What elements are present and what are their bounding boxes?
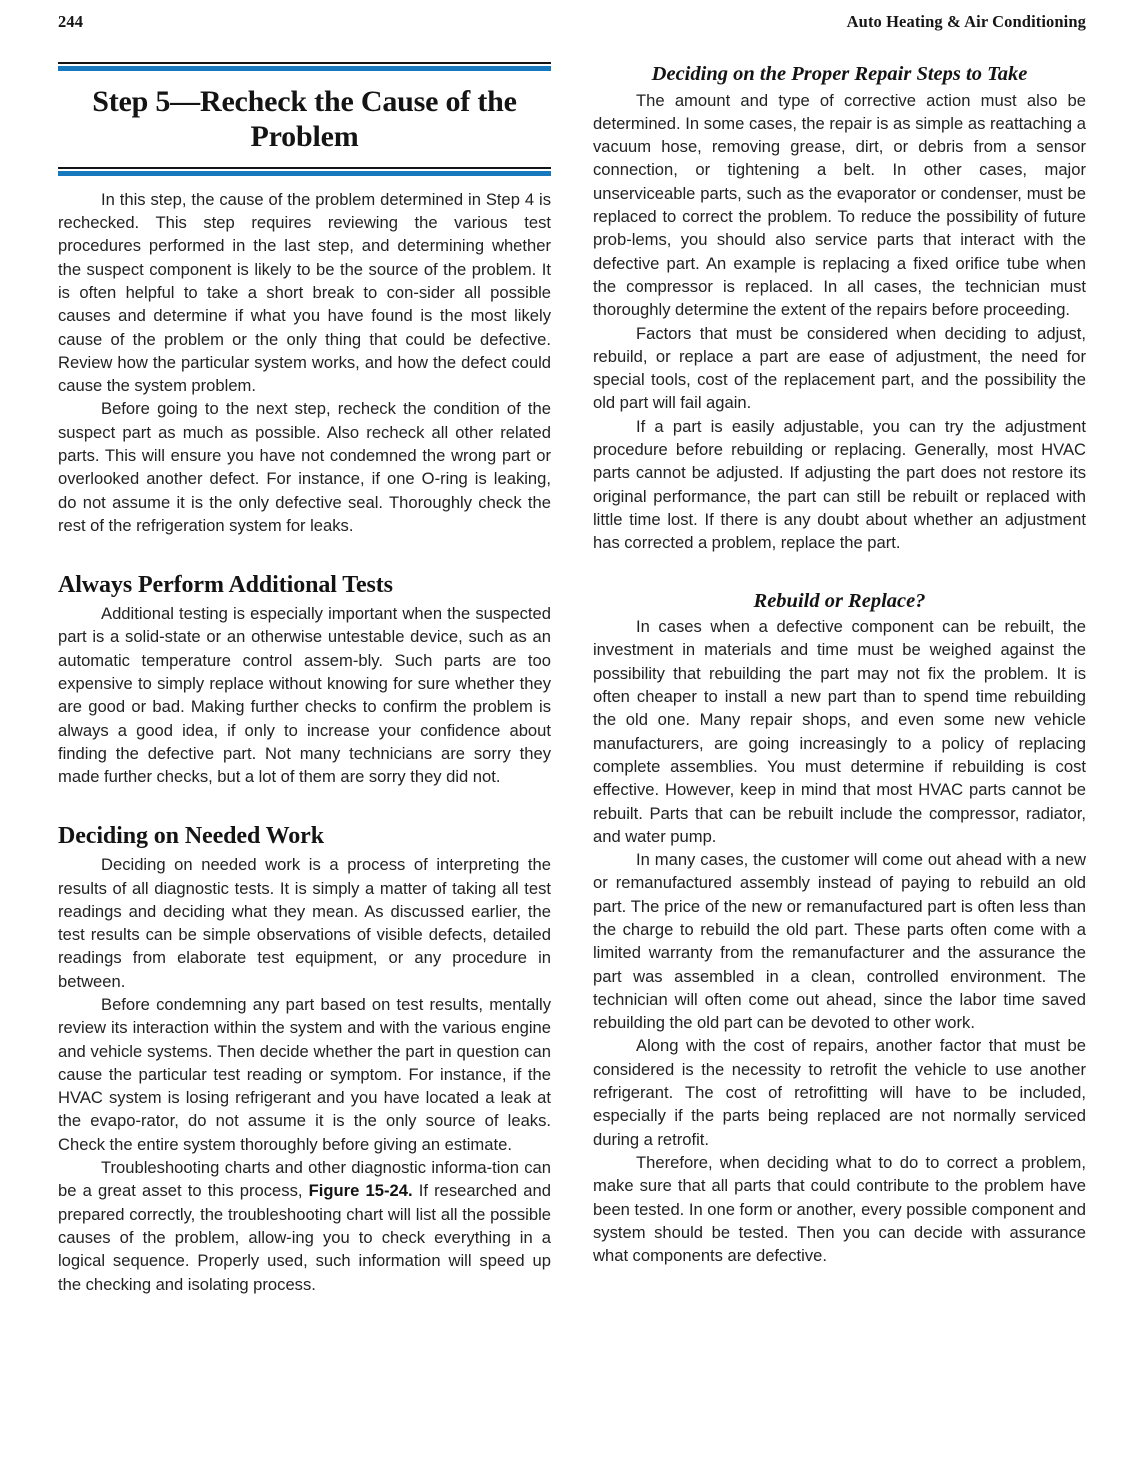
section-heading-deciding-on-needed-work: Deciding on Needed Work <box>58 823 324 850</box>
paragraph: If a part is easily adjustable, you can try the adjustment procedure before rebuilding or replacing. Generally, most HVAC parts cannot be adjusted. If adjusting the part does not restore its original performance, the part can still be rebuilt or replaced with little time lost. If there is any doubt about whether an adjustment has corrected a problem, replace the part. <box>593 416 1086 553</box>
section-heading-deciding-on-the-proper-repair-steps-to-take: Deciding on the Proper Repair Steps to Take <box>651 63 1028 85</box>
paragraph: In cases when a defective component can be rebuilt, the investment in materials and time must be weighed against the possibility that rebuilding the part may not fix the problem. It is often cheaper to install a new part than to spend time rebuilding the old one. Many repair shops, and even some new vehicle manufacturers, are going increasingly to a policy of replacing complete assemblies. You must determine if rebuilding is cost effective. However, keep in mind that most HVAC parts cannot be rebuilt. Parts that can be rebuilt include the compressor, radiator, and water pump. <box>593 617 1086 846</box>
running-head <box>58 12 1086 32</box>
paragraph-text-before-figure-ref: Troubleshooting charts and other diagnostic informa-tion can be a great asset to this process, <box>58 1158 551 1201</box>
two-column-body <box>58 62 1086 1442</box>
paragraph: Deciding on needed work is a process of interpreting the results of all diagnostic tests. It is simply a matter of taking all test readings and deciding what they mean. As discussed earlier, the test results can be simple observations of visible defects, detailed readings from elaborate test equipment, or any procedure in between. <box>58 855 551 991</box>
paragraph: Therefore, when deciding what to do to correct a problem, make sure that all parts that could contribute to the problem have been tested. In one form or another, every possible component and system should be tested. Then you can decide with assurance what components are defective. <box>593 1152 1086 1266</box>
section-heading-rebuild-or-replace: Rebuild or Replace? <box>753 589 926 612</box>
section-heading-always-perform-additional-tests: Always Perform Additional Tests <box>58 572 393 599</box>
paragraph: The amount and type of corrective action must also be determined. In some cases, the repair is as simple as reattaching a vacuum hose, removing grease, dirt, or debris from a sensor connection, or tightening a belt. In other cases, major unserviceable parts, such as the evaporator or condenser, must be replaced to correct the problem. To reduce the possibility of future prob-lems, you should also service parts that interact with the defective part. An example is replacing a fixed orifice tube when the compressor is replaced. In all cases, the technician must thoroughly determine the extent of the repairs before proceeding. <box>593 90 1086 320</box>
rule-top <box>58 62 551 71</box>
page-number: 244 <box>58 12 84 31</box>
paragraph-with-figure-reference <box>58 1156 551 1296</box>
paragraph: Before going to the next step, recheck the condition of the suspect part as much as possible. Also recheck all other related parts. This will ensure you have not condemned the wrong part or overlooked another defect. For instance, if one O-ring is leaking, do not assume it is the only defective seal. Thoroughly check the rest of the refrigeration system for leaks. <box>58 399 551 535</box>
figure-reference: Figure 15-24. <box>308 1181 413 1201</box>
paragraph: In many cases, the customer will come out ahead with a new or remanufactured assembly instead of paying to rebuild an old part. The price of the new or remanufactured part is often less than the charge to rebuild the old part. These parts often come with a limited warranty from the remanufacturer and the assurance the part was assembled in a clean, controlled environment. The technician will often come out ahead, since the labor time saved rebuilding the old part can be devoted to other work. <box>593 850 1086 1033</box>
paragraph: Before condemning any part based on test results, mentally review its interaction within the system and with the various engine and vehicle systems. Then decide whether the part in question can cause the particular test reading or symptom. For instance, if the HVAC system is losing refrigerant and you have located a leak at the evapo-rator, do not assume it is the only source of leaks. Check the entire system thoroughly before giving an estimate. <box>58 994 551 1154</box>
right-column <box>593 62 1086 1442</box>
paragraph: Additional testing is especially important when the suspected part is a solid-state or an otherwise untestable device, such as an automatic temperature control assem-bly. Such parts are too expensive to simply replace without knowing for sure whether they are good or bad. Making further checks to confirm the problem is always a good idea, if only to increase your confidence about finding the defective part. Not many technicians are sorry they made further checks, but a lot of them are sorry they did not. <box>58 604 551 787</box>
step-title-block <box>58 62 551 176</box>
paragraph: Factors that must be considered when deciding to adjust, rebuild, or replace a part are ease of adjustment, the need for special tools, cost of the replacement part, and the possibility the old part will fail again. <box>593 323 1086 413</box>
paragraph: Along with the cost of repairs, another factor that must be considered is the necessity to retrofit the vehicle to use another refrigerant. The cost of retrofitting will have to be included, especially if the parts being replaced are not normally serviced during a retrofit. <box>593 1036 1086 1149</box>
page-title: Step 5—Recheck the Cause of the Problem <box>92 85 517 154</box>
book-title: Auto Heating & Air Conditioning <box>846 12 1086 31</box>
rule-thick-blue-line <box>58 171 551 176</box>
paragraph-text-after-figure-ref: If researched and prepared correctly, the troubleshooting chart will list all the possible causes of the problem, allow-ing you to check everything in a logical sequence. Properly used, such information will speed up the checking and isolating process. <box>58 1181 551 1294</box>
rule-bottom <box>58 167 551 176</box>
paragraph: In this step, the cause of the problem determined in Step 4 is rechecked. This step requires reviewing the various test procedures performed in the last step, and determining whether the suspect component is likely to be the source of the problem. It is often helpful to take a short break to con-sider all possible causes and determine if what you have found is the most likely cause of the problem or the only thing that could be defective. Review how the particular system works, and how the defect could cause the system problem. <box>58 189 551 396</box>
left-column <box>58 62 551 1442</box>
